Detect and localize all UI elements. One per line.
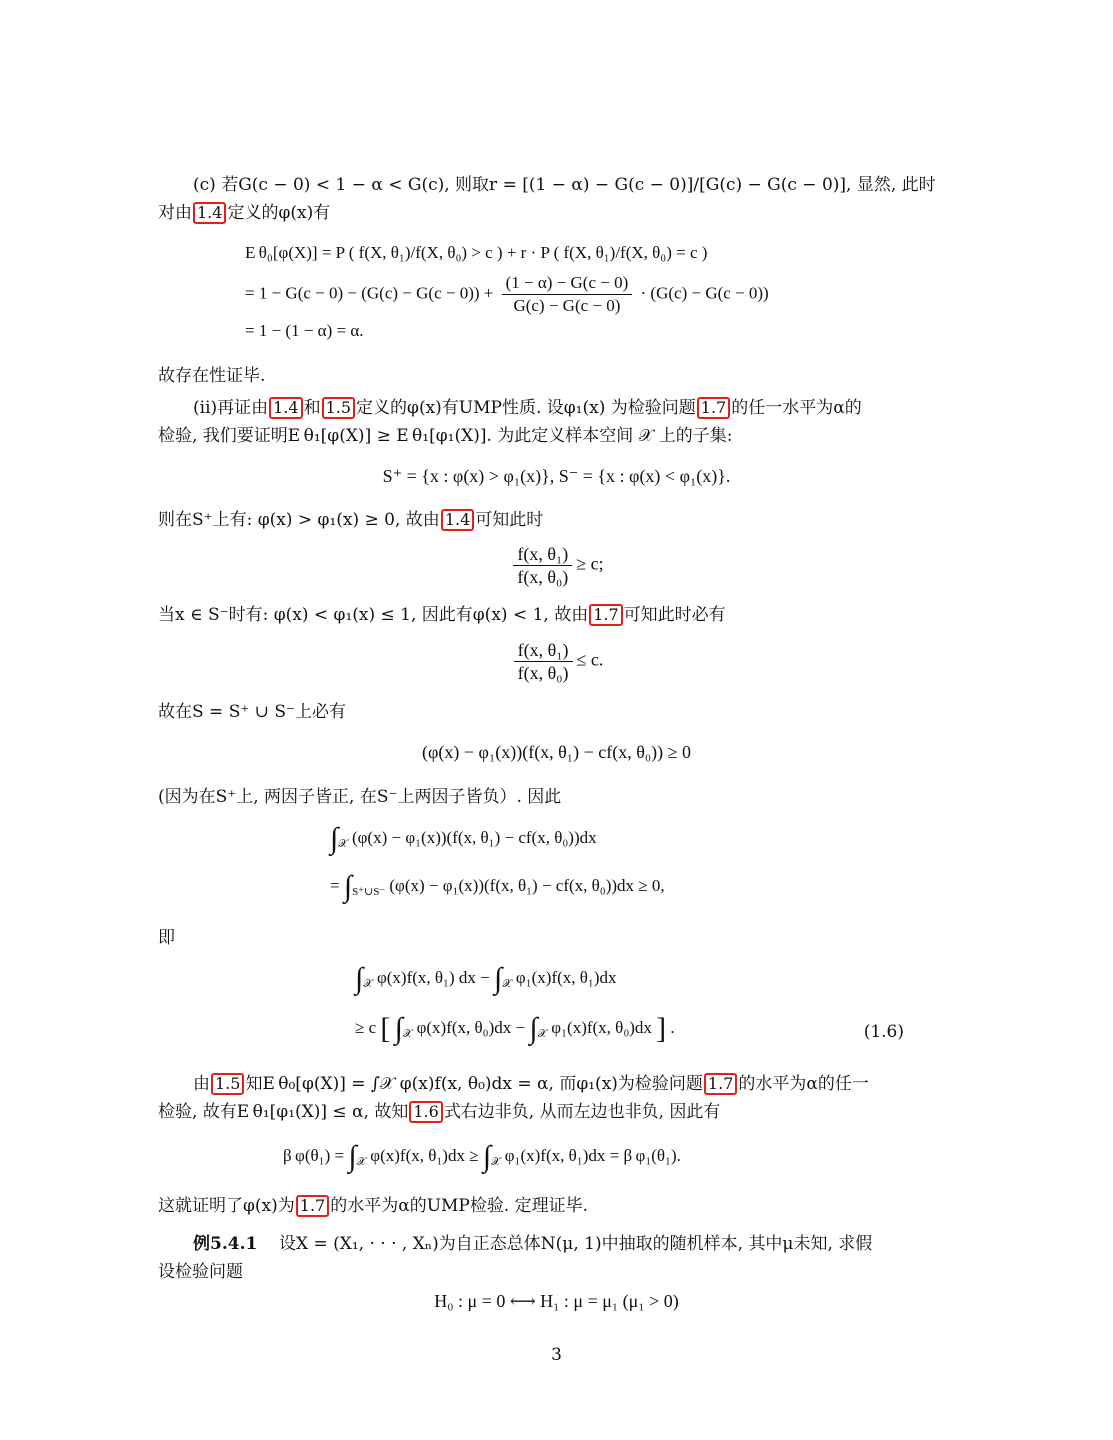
example-line2: 设检验问题: [158, 1262, 243, 1282]
power-inequality: β $\varphi(\theta_1) = \int_𝒳$ φ(x)f(x, $\theta_1)dx \ge \int_𝒳$ φ₁(x)f(x, θ₁)dx = β φ₁(θ₁).: [283, 1140, 681, 1173]
equation-number: (1.6): [863, 1022, 904, 1042]
ratio-ge-c: $\frac{\text{f(x, θ₁)}}{\text{f(x, θ₀)}}$ ≥ c;: [0, 543, 1113, 588]
integral-line2: = $\int_{S^+\cup S^-}$ (φ(x) − φ₁(x))(f(x, θ₁) − cf(x, θ₀))dx ≥ 0,: [330, 870, 665, 903]
s-union-line: 故在S = S⁺ ∪ S⁻上必有: [158, 702, 346, 722]
fraction: $\frac{(1 - \alpha) - G(c - 0)}{G(c) - G(c - 0)}$: [502, 272, 633, 317]
ref-1-7[interactable]: 1.7: [589, 604, 622, 626]
para-c-text: (c) 若G(c − 0) < 1 − α < G(c), 则取r = [(1 − α) − G(c − 0)]/[G(c) − G(c − 0)], 显然, 此时: [193, 175, 936, 195]
ji-line: 即: [158, 928, 175, 948]
splus-line: 则在S⁺上有: φ(x) > φ₁(x) ≥ 0, 故由 1.4 可知此时: [158, 510, 544, 530]
integral-sign: ∫: [330, 822, 339, 855]
para-by15-line2: 检验, 故有E θ₁[φ₁(X)] ≤ α, 故知 1.6 式右边非负, 从而左边也非负, 因此有: [158, 1102, 721, 1122]
ref-1-5[interactable]: 1.5: [211, 1073, 244, 1095]
example-line1: 例5.4.1 设X = (X₁, · · · , Xₙ)为自正态总体N(μ, 1)中抽取的随机样本, 其中μ未知, 求假: [193, 1234, 873, 1254]
ref-1-7[interactable]: 1.7: [697, 397, 730, 419]
ratio-le-c: $\frac{\text{f(x, θ₁)}}{\text{f(x, θ₀)}}$ ≤ c.: [0, 639, 1113, 684]
ref-1-7[interactable]: 1.7: [704, 1073, 737, 1095]
sets-equation: S⁺ = {x : φ(x) > φ₁(x)}, S⁻ = {x : φ(x) < φ₁(x)}.: [382, 466, 731, 486]
para-c-line2: 对由 1.4 定义的φ(x)有: [158, 203, 331, 223]
because-line: (因为在S⁺上, 两因子皆正, 在S⁻上两因子皆负）. 因此: [158, 787, 562, 807]
ref-1-6[interactable]: 1.6: [409, 1101, 442, 1123]
hypothesis-equation: H₀ : μ = 0 ⟷ H₁ : μ = μ₁ (μ₁ > 0): [434, 1291, 679, 1311]
proved-line: 这就证明了φ(x)为 1.7 的水平为α的UMP检验. 定理证毕.: [158, 1196, 589, 1216]
integral-sign: ∫: [343, 870, 353, 903]
eq16-line2: ≥ c [ $\int_𝒳$ φ(x)f(x, $\theta_0)dx - \int_𝒳$ φ₁(x)f(x, θ₀)dx ] .: [355, 1012, 675, 1045]
sminus-line: 当x ∈ S⁻时有: φ(x) < φ₁(x) ≤ 1, 因此有φ(x) < 1, 故由 1.7 可知此时必有: [158, 605, 726, 625]
eq-expectation-line2: = 1 − G(c − 0) − (G(c) − G(c − 0)) + $\frac{(1 - \alpha) - G(c - 0)}{G(c) - G(c - 0)}$ · (G(c) − G(c − 0)): [245, 273, 769, 315]
existence-done: 故存在性证毕.: [158, 366, 266, 386]
eq16-line1: $\int_𝒳$ φ(x)f(x, θ₁) dx − $\int_𝒳$ φ₁(x)f(x, θ₁)dx: [355, 962, 617, 995]
ref-1-7[interactable]: 1.7: [296, 1195, 329, 1217]
eq-expectation-line3: = 1 − (1 − α) = α.: [245, 321, 364, 340]
para-by15-line1: 由 1.5 知E θ₀[φ(X)] = ∫𝒳 φ(x)f(x, θ₀)dx = α, 而φ₁(x)为检验问题 1.7 的水平为α的任一: [193, 1074, 869, 1094]
page-number: 3: [551, 1345, 562, 1365]
ref-1-4[interactable]: 1.4: [269, 397, 302, 419]
product-inequality: (φ(x) − φ₁(x))(f(x, θ₁) − cf(x, θ₀)) ≥ 0: [422, 742, 691, 762]
para-ii-line1: (ii)再证由 1.4 和 1.5 定义的φ(x)有UMP性质. 设φ₁(x) 为检验问题 1.7 的任一水平为α的: [193, 398, 862, 418]
para-ii-line2: 检验, 我们要证明E θ₁[φ(X)] ≥ E θ₁[φ₁(X)]. 为此定义样本空间 𝒳 上的子集:: [158, 426, 733, 446]
ref-1-5[interactable]: 1.5: [322, 397, 355, 419]
example-label: 例5.4.1: [193, 1234, 258, 1254]
ref-1-4[interactable]: 1.4: [193, 202, 226, 224]
eq-expectation-line1: E θ₀[φ(X)] = P ( f(X, θ₁)/f(X, θ₀) > c ) + r · P ( f(X, θ₁)/f(X, θ₀) = c ): [245, 243, 708, 262]
ref-1-4[interactable]: 1.4: [441, 509, 474, 531]
integral-line1: $\int_𝒳$ (φ(x) − φ₁(x))(f(x, θ₁) − cf(x, θ₀))dx: [330, 822, 597, 855]
para-c-line1: [193, 173, 936, 197]
